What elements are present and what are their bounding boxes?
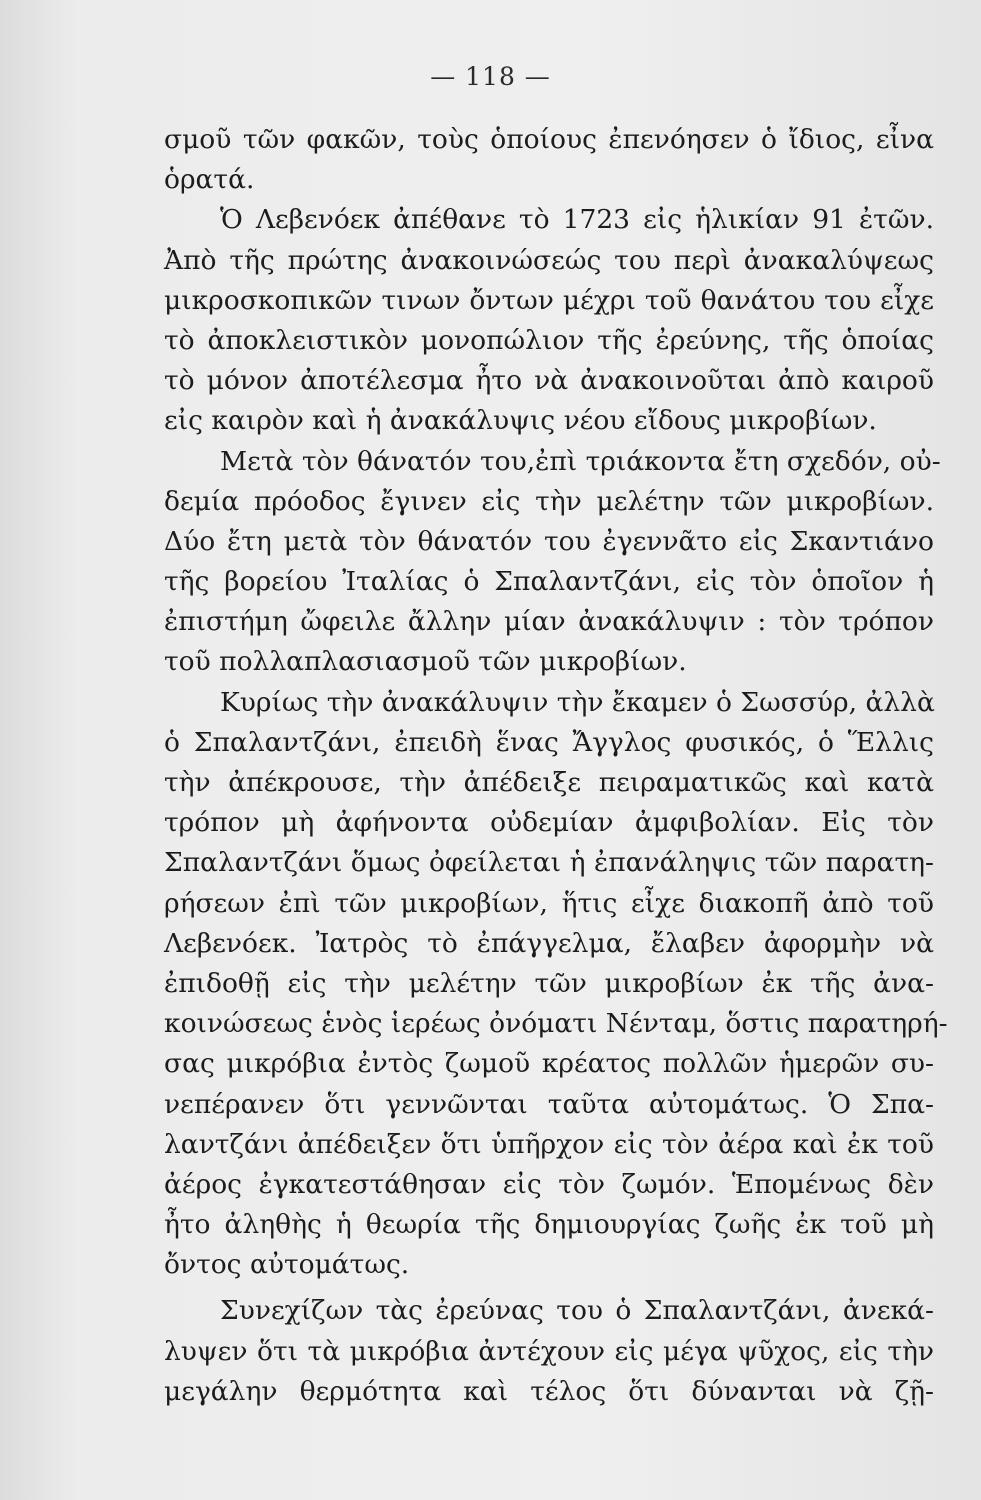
text-line: Ὁ Λεβενόεκ ἀπέθανε τὸ 1723 εἰς ἡλικίαν 91 ἐτῶν. xyxy=(220,204,934,236)
text-line: κοινώσεως ἑνὸς ἱερέως ὀνόματι Νένταμ, ὅστις παρατηρή- xyxy=(164,1008,948,1040)
text-line: Δύο ἔτη μετὰ τὸν θάνατόν του ἐγεννᾶτο εἰς Σκαντιάνο xyxy=(164,525,934,557)
text-line: Ἀπὸ τῆς πρώτης ἀνακοινώσεώς του περὶ ἀνακαλύψεως xyxy=(164,244,934,276)
text-line: ἐπιδοθῇ εἰς τὴν μελέτην τῶν μικροβίων ἐκ τῆς ἀνα- xyxy=(164,967,934,999)
text-line: εἰς καιρὸν καὶ ἡ ἀνακάλυψις νέου εἴδους μικροβίων. xyxy=(164,405,877,437)
text-line: Σπαλαντζάνι ὅμως ὀφείλεται ἡ ἐπανάληψις τῶν παρατη- xyxy=(164,847,934,879)
text-line: μικροσκοπικῶν τινων ὄντων μέχρι τοῦ θανάτου του εἶχε xyxy=(164,284,934,316)
text-line: ἀέρος ἐγκατεστάθησαν εἰς τὸν ζωμόν. Ἑπομένως δὲν xyxy=(164,1168,934,1200)
text-line: ὁρατά. xyxy=(164,164,255,196)
text-line: τῆς βορείου Ἰταλίας ὁ Σπαλαντζάνι, εἰς τὸν ὁποῖον ἡ xyxy=(164,566,934,598)
text-line: δεμία πρόοδος ἔγινεν εἰς τὴν μελέτην τῶν μικροβίων. xyxy=(164,485,934,517)
text-line: ὄντος αὐτομάτως. xyxy=(164,1249,410,1281)
text-line: σμοῦ τῶν φακῶν, τοὺς ὁποίους ἐπενόησεν ὁ ἴδιος, εἶνα xyxy=(164,124,934,155)
text-line: Λεβενόεκ. Ἰατρὸς τὸ ἐπάγγελμα, ἔλαβεν ἀφορμὴν νὰ xyxy=(164,927,934,959)
text-line: Κυρίως τὴν ἀνακάλυψιν τὴν ἔκαμεν ὁ Σωσσύρ, ἀλλὰ xyxy=(220,686,935,718)
page-body-text xyxy=(164,120,948,1412)
text-line: ὁ Σπαλαντζάνι, ἐπειδὴ ἕνας Ἄγγλος φυσικός, ὁ Ἕλλις xyxy=(164,726,934,758)
text-line: λυψεν ὅτι τὰ μικρόβια ἀντέχουν εἰς μέγα ψῦχος, εἰς τὴν xyxy=(164,1335,934,1367)
page-number: — 118 — xyxy=(430,62,551,91)
text-line: τοῦ πολλαπλασιασμοῦ τῶν μικροβίων. xyxy=(164,646,687,678)
text-line: νεπέρανεν ὅτι γεννῶνται ταῦτα αὐτομάτως. Ὁ Σπα- xyxy=(164,1088,934,1120)
text-line: Μετὰ τὸν θάνατόν του,ἐπὶ τριάκοντα ἔτη σχεδόν, οὐ- xyxy=(220,445,941,477)
text-line: μεγάλην θερμότητα καὶ τέλος ὅτι δύνανται νὰ ζῇ- xyxy=(164,1375,934,1407)
text-line: τὸ μόνον ἀποτέλεσμα ἦτο νὰ ἀνακοινοῦται ἀπὸ καιροῦ xyxy=(164,365,934,397)
text-line: σας μικρόβια ἐντὸς ζωμοῦ κρέατος πολλῶν ἡμερῶν συ- xyxy=(164,1048,934,1080)
text-line: ρήσεων ἐπὶ τῶν μικροβίων, ἥτις εἶχε διακοπῆ ἀπὸ τοῦ xyxy=(164,887,934,919)
text-line: τρόπον μὴ ἀφήνοντα οὐδεμίαν ἀμφιβολίαν. Εἰς τὸν xyxy=(164,807,934,839)
text-line: Συνεχίζων τὰς ἐρεύνας του ὁ Σπαλαντζάνι, ἀνεκά- xyxy=(220,1295,934,1327)
text-line: τὸ ἀποκλειστικὸν μονοπώλιον τῆς ἐρεύνης, τῆς ὁποίας xyxy=(164,324,934,356)
text-line: λαντζάνι ἀπέδειξεν ὅτι ὑπῆρχον εἰς τὸν ἀέρα καὶ ἐκ τοῦ xyxy=(164,1128,934,1160)
text-line: ἦτο ἀληθὴς ἡ θεωρία τῆς δημιουργίας ζωῆς ἐκ τοῦ μὴ xyxy=(164,1209,934,1241)
text-line: τὴν ἀπέκρουσε, τὴν ἀπέδειξε πειραματικῶς καὶ κατὰ xyxy=(164,767,934,798)
text-line: ἐπιστήμη ὤφειλε ἄλλην μίαν ἀνακάλυψιν : τὸν τρόπον xyxy=(164,606,934,638)
